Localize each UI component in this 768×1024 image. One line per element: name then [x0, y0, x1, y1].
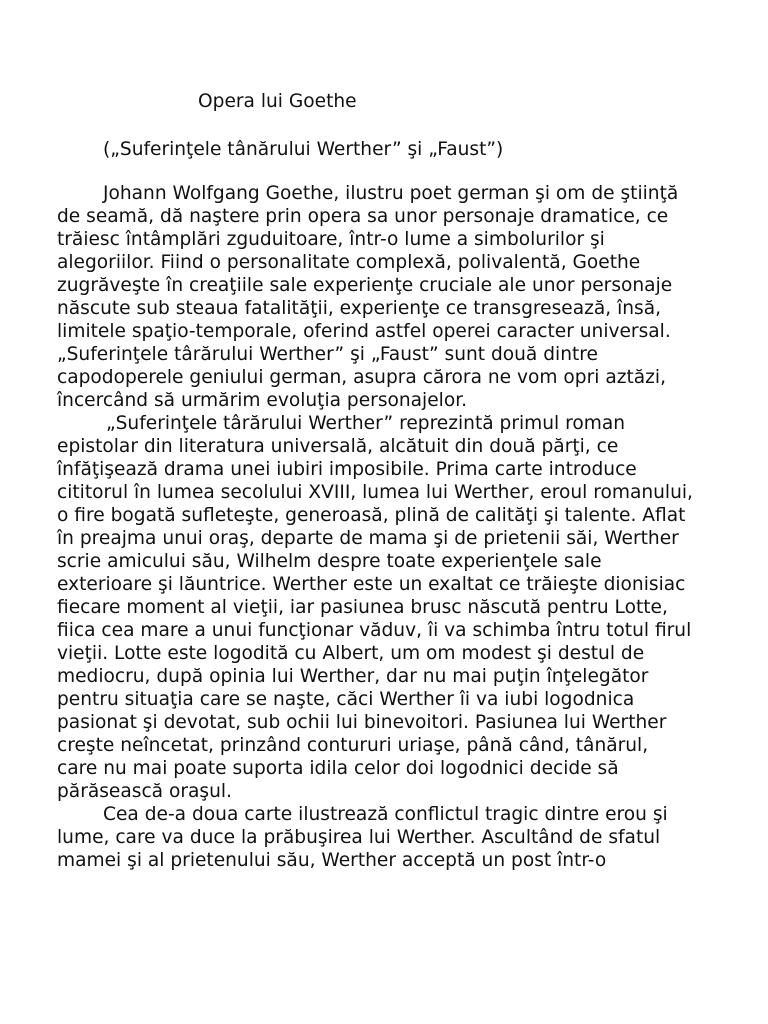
- text-line: trăiesc întâmplări zguduitoare, într-o lume a simbolurilor şi: [57, 229, 605, 250]
- text-line: Johann Wolfgang Goethe, ilustru poet german şi om de ştiinţă: [103, 183, 679, 204]
- text-line: alegoriilor. Fiind o personalitate complexă, polivalentă, Goethe: [57, 252, 641, 273]
- document-title: Opera lui Goethe: [198, 91, 357, 112]
- text-line: zugrăveşte în creaţiile sale experienţe cruciale ale unor personaje: [57, 275, 673, 296]
- text-line: „Suferinţele târărului Werther” şi „Faust” sunt două dintre: [57, 344, 598, 365]
- text-line: capodoperele geniului german, asupra cărora ne vom opri aztăzi,: [57, 367, 666, 388]
- text-line: în preajma unui oraş, departe de mama şi de prietenii săi, Werther: [57, 528, 679, 549]
- text-line: pasionat şi devotat, sub ochii lui binevoitori. Pasiunea lui Werther: [57, 712, 667, 733]
- text-line: scrie amicului său, Wilhelm despre toate experienţele sale: [57, 551, 602, 572]
- text-line: o fire bogată sufleteşte, generoasă, plină de calităţi şi talente. Aflat: [57, 505, 686, 526]
- text-line: încercând să urmărim evoluţia personajelor.: [57, 390, 468, 411]
- text-line: fiica cea mare a unui funcţionar văduv, îi va schimba întru totul firul: [57, 620, 692, 641]
- text-line: născute sub steaua fatalităţii, experienţe ce transgresează, însă,: [57, 298, 662, 319]
- text-line: de seamă, dă naştere prin opera sa unor personaje dramatice, ce: [57, 206, 669, 227]
- text-line: limitele spaţio-temporale, oferind astfel operei caracter universal.: [57, 321, 671, 342]
- text-line: părăsească oraşul.: [57, 781, 232, 802]
- text-line: lume, care va duce la prăbuşirea lui Werther. Ascultând de sfatul: [57, 827, 661, 848]
- text-line: „Suferinţele târărului Werther” reprezintă primul roman: [106, 413, 626, 434]
- text-line: vieţii. Lotte este logodită cu Albert, um om modest şi destul de: [57, 643, 645, 664]
- text-line: mamei şi al prietenului său, Werther acceptă un post într-o: [57, 850, 607, 871]
- document-subtitle: („Suferinţele tânărului Werther” şi „Faust”): [103, 139, 504, 160]
- text-line: Cea de-a doua carte ilustrează conflictul tragic dintre erou şi: [103, 804, 668, 825]
- text-line: mediocru, după opinia lui Werther, dar nu mai puţin înţelegător: [57, 666, 649, 687]
- text-line: cititorul în lumea secolului XVIII, lumea lui Werther, eroul romanului,: [57, 482, 693, 503]
- text-line: fiecare moment al vieţii, iar pasiunea brusc născută pentru Lotte,: [57, 597, 668, 618]
- text-line: înfăţişează drama unei iubiri imposibile. Prima carte introduce: [57, 459, 637, 480]
- text-line: epistolar din literatura universală, alcătuit din două părţi, ce: [57, 436, 619, 457]
- text-line: creşte neîncetat, prinzând contururi uriaşe, până când, tânărul,: [57, 735, 649, 756]
- text-line: exterioare şi lăuntrice. Werther este un exaltat ce trăieşte dionisiac: [57, 574, 686, 595]
- text-line: pentru situaţia care se naşte, căci Werther îi va iubi logodnica: [57, 689, 635, 710]
- text-line: care nu mai poate suporta idila celor doi logodnici decide să: [57, 758, 619, 779]
